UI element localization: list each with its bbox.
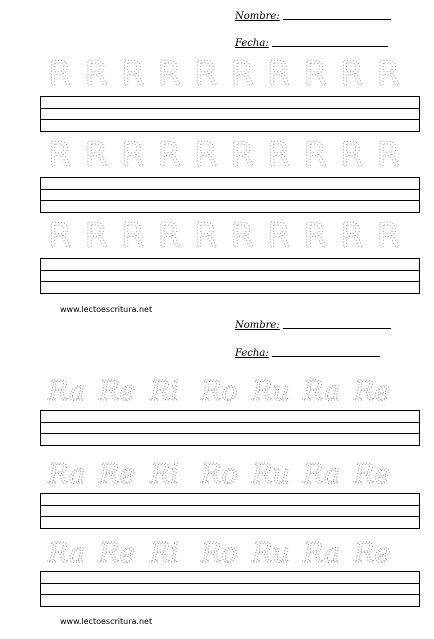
worksheet-letter-r — [0, 0, 434, 318]
writing-lines — [40, 177, 420, 213]
trace-letter: R — [230, 135, 255, 175]
trace-letter: R — [121, 54, 145, 94]
trace-letter: R — [157, 216, 182, 256]
trace-syllable: Ri — [150, 459, 179, 490]
trace-letter: R — [48, 216, 72, 256]
date-writing-line — [272, 46, 388, 47]
trace-letter: R — [230, 216, 255, 256]
trace-glyphs — [44, 133, 416, 175]
website-footer: www.lectoescritura.net — [60, 305, 153, 314]
date-writing-line — [272, 356, 380, 357]
trace-syllable: Ra — [303, 538, 341, 569]
website-footer: www.lectoescritura.net — [60, 617, 153, 626]
trace-syllable: Re — [99, 376, 136, 407]
date-label: Fecha: — [235, 348, 269, 359]
trace-glyphs — [44, 451, 416, 493]
date-field — [235, 348, 380, 359]
trace-row — [44, 52, 416, 94]
trace-syllable: Ro — [201, 538, 238, 569]
trace-syllable: Ro — [201, 459, 238, 490]
trace-row — [44, 368, 416, 410]
trace-syllable: Ra — [48, 538, 86, 569]
trace-letter: R — [84, 54, 109, 94]
trace-letter: R — [157, 135, 182, 175]
trace-letter: R — [303, 216, 328, 256]
writing-lines — [40, 258, 420, 294]
trace-letter: R — [121, 216, 145, 256]
trace-letter: R — [303, 135, 328, 175]
trace-row — [44, 133, 416, 175]
writing-lines — [40, 493, 420, 529]
name-field — [235, 11, 391, 22]
trace-letter: R — [340, 216, 364, 256]
worksheet-syllables-r — [0, 318, 434, 639]
trace-row — [44, 530, 416, 572]
trace-syllable: Ra — [303, 376, 341, 407]
writing-lines — [40, 571, 420, 607]
trace-letter: R — [230, 54, 255, 94]
trace-letter: R — [48, 54, 72, 94]
trace-glyphs — [44, 530, 416, 572]
trace-row — [44, 451, 416, 493]
trace-letter: R — [340, 54, 364, 94]
trace-syllable: Ra — [48, 459, 86, 490]
trace-row — [44, 214, 416, 256]
trace-syllable: Re — [99, 459, 136, 490]
trace-letter: R — [157, 54, 182, 94]
writing-lines — [40, 96, 420, 132]
trace-letter: R — [121, 135, 145, 175]
trace-syllable: Ru — [252, 376, 290, 407]
trace-glyphs — [44, 368, 416, 410]
name-label: Nombre: — [235, 320, 280, 331]
trace-letter: R — [267, 216, 291, 256]
name-writing-line — [283, 19, 391, 20]
name-label: Nombre: — [235, 11, 280, 22]
trace-glyphs — [44, 214, 416, 256]
trace-letter: R — [303, 54, 328, 94]
trace-syllable: Ru — [252, 538, 290, 569]
trace-syllable: Re — [354, 538, 391, 569]
trace-letter: R — [48, 135, 72, 175]
trace-letter: R — [267, 135, 291, 175]
trace-letter: R — [376, 216, 401, 256]
trace-glyphs — [44, 52, 416, 94]
name-writing-line — [283, 328, 391, 329]
trace-letter: R — [84, 135, 109, 175]
trace-syllable: Re — [99, 538, 136, 569]
trace-syllable: Ra — [48, 376, 86, 407]
trace-syllable: Re — [354, 376, 391, 407]
trace-letter: R — [194, 135, 218, 175]
trace-syllable: Ru — [252, 459, 290, 490]
trace-letter: R — [267, 54, 291, 94]
trace-letter: R — [340, 135, 364, 175]
trace-letter: R — [84, 216, 109, 256]
trace-syllable: Ro — [201, 376, 238, 407]
date-field — [235, 38, 388, 49]
trace-letter: R — [194, 216, 218, 256]
trace-syllable: Re — [354, 459, 391, 490]
trace-syllable: Ra — [303, 459, 341, 490]
name-field — [235, 320, 391, 331]
writing-lines — [40, 410, 420, 446]
date-label: Fecha: — [235, 38, 269, 49]
trace-letter: R — [376, 54, 401, 94]
trace-syllable: Ri — [150, 538, 179, 569]
trace-letter: R — [376, 135, 401, 175]
trace-letter: R — [194, 54, 218, 94]
trace-syllable: Ri — [150, 376, 179, 407]
